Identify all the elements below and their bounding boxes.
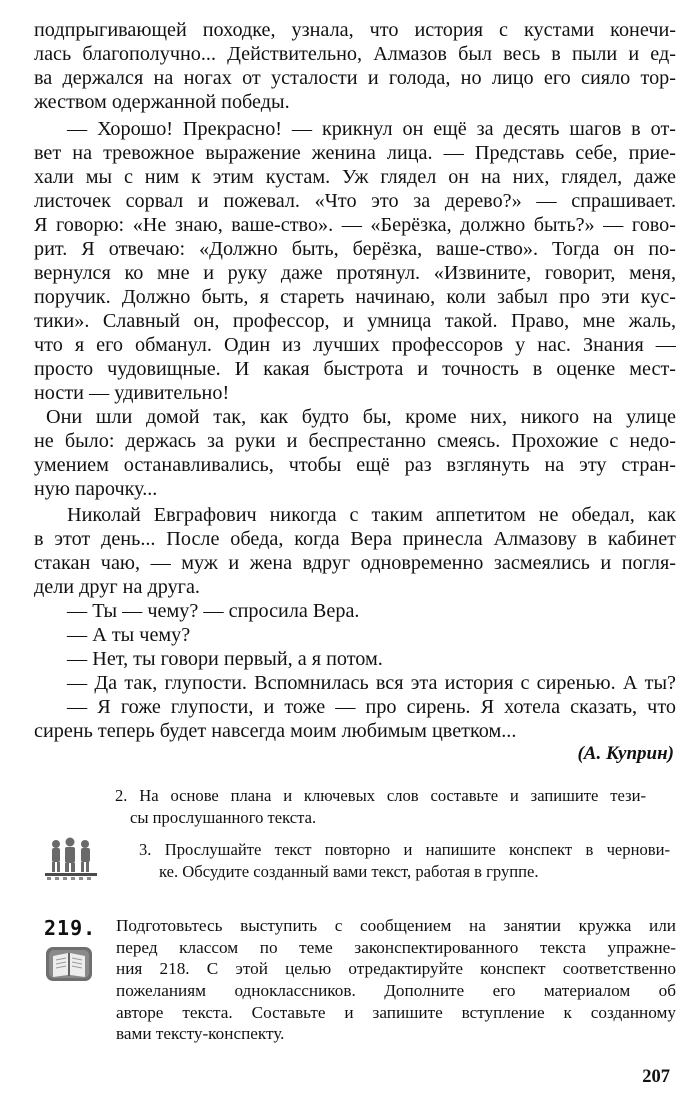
story-line: ва держался на ногах от усталости и голода, но лицо его сияло тор-: [34, 67, 676, 89]
task-2-line: сы прослушанного текста.: [130, 807, 317, 827]
dialogue-line: — Ты — чему? — спросила Вера.: [67, 600, 360, 622]
story-line: хали мы с ним к этим кустам. Уж глядел он на них, глядел, даже: [34, 166, 676, 188]
exercise-line: перед классом по теме законспектированного текста упражне-: [116, 937, 676, 957]
story-line: подпрыгивающей походке, узнала, что история с кустами конечи-: [34, 19, 676, 41]
story-line: тики». Славный он, профессор, и умница такой. Право, мне жаль,: [34, 310, 676, 332]
story-line: Николай Евграфович никогда с таким аппетитом не обедал, как: [67, 504, 676, 526]
author-attribution: (А. Куприн): [577, 743, 674, 764]
exercise-line: пожеланиям одноклассников. Дополните его материалом об: [116, 981, 676, 1001]
task-2: [115, 785, 646, 828]
dialogue-line: — Я гоже глупости, и тоже — про сирень. Я хотела сказать, что: [67, 696, 676, 718]
task-3-line: 3. Прослушайте текст повторно и напишите конспект в чернови-: [139, 840, 670, 859]
task-3-line: ке. Обсудите созданный вами текст, работая в группе.: [159, 861, 539, 881]
story-line: что я его обманул. Один из лучших профессоров у нас. Знания —: [34, 334, 676, 356]
exercise-number: 219.: [44, 916, 97, 940]
story-line: Я говорю: «Не знаю, ваше-ство». — «Берёзка, должно быть?» — гово-: [34, 214, 676, 236]
story-line: вернулся ко мне и руку даже протянул. «Извините, говорит, меня,: [34, 262, 676, 284]
story-line: дели друг на друга.: [34, 576, 200, 598]
story-line: в этот день... После обеда, когда Вера принесла Алмазову в кабинет: [34, 528, 676, 550]
story-line: жеством одержанной победы.: [34, 91, 290, 113]
page-number: 207: [642, 1067, 670, 1087]
dialogue-line: — Да так, глупости. Вспомнилась вся эта история с сиренью. А ты?: [67, 672, 676, 694]
story-line: рит. Я отвечаю: «Должно быть, берёзка, ваше-ство». Тогда он по-: [34, 238, 676, 260]
story-line: вет на тревожное выражение женина лица. — Представь себе, прие-: [34, 142, 676, 164]
story-line: Они шли домой так, как будто бы, кроме них, никого на улице: [46, 406, 676, 428]
story-line: умением останавливались, чтобы ещё раз взглянуть на эту стран-: [34, 454, 676, 476]
book-icon: [45, 946, 93, 982]
exercise-line: Подготовьтесь выступить с сообщением на занятии кружка или: [116, 916, 676, 935]
dialogue-line: сирень теперь будет навсегда моим любимым цветком...: [34, 720, 517, 742]
story-line: поручик. Должно быть, я стареть начинаю, коли забыл про эти кус-: [34, 286, 676, 308]
task-3: [139, 839, 670, 882]
dialogue-line: — Нет, ты говори первый, а я потом.: [67, 648, 383, 670]
story-line: листочек сорвал и пожевал. «Что это за дерево?» — спрашивает.: [34, 190, 676, 212]
exercise-line: ния 218. С этой целью отредактируйте конспект соответственно: [116, 959, 676, 979]
task-2-line: 2. На основе плана и ключевых слов составьте и запишите тези-: [115, 786, 646, 805]
story-line: лась благополучно... Действительно, Алмазов был весь в пыли и ед-: [34, 43, 676, 65]
story-line: не было: держась за руки и беспрестанно смеясь. Прохожие с недо-: [34, 430, 676, 452]
exercise-text: [116, 915, 676, 1045]
story-line: ную парочку...: [34, 478, 158, 500]
listening-group-icon: [45, 836, 97, 880]
exercise-line: вами тексту-конспекту.: [116, 1024, 285, 1044]
story-line: ности — удивительно!: [34, 382, 230, 404]
exercise-line: авторе текста. Составьте и запишите вступление к созданному: [116, 1002, 676, 1022]
story-line: стакан чаю, — муж и жена вдруг одновременно засмеялись и погля-: [34, 552, 676, 574]
dialogue-line: — А ты чему?: [67, 624, 191, 646]
story-line: — Хорошо! Прекрасно! — крикнул он ещё за десять шагов в от-: [67, 118, 676, 140]
story-line: просто чудовищные. И какая быстрота и точность в оценке мест-: [34, 358, 676, 380]
